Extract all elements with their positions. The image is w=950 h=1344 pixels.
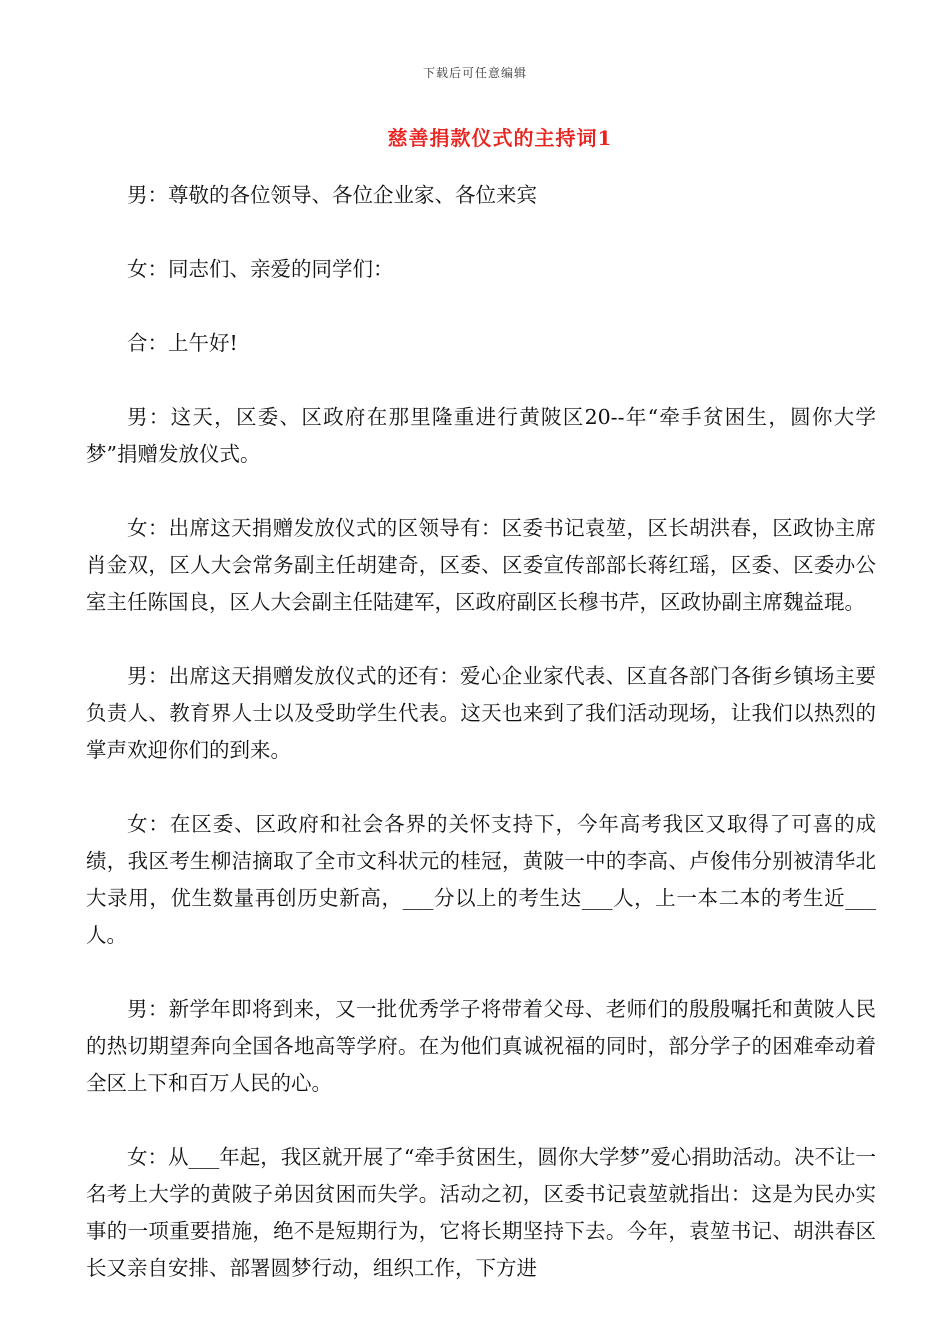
document-body [86,177,876,1324]
paragraph: 女：出席这天捐赠发放仪式的区领导有：区委书记袁堃，区长胡洪春，区政协主席肖金双，区人大会常务副主任胡建奇，区委、区委宣传部部长蒋红瑶，区委、区委办公室主任陈国良，区人大会副主任陆建军，区政府副区长穆书芹，区政协副主席魏益琨。 [86,516,876,614]
paragraph: 男：新学年即将到来，又一批优秀学子将带着父母、老师们的殷殷嘱托和黄陂人民的热切期望奔向全国各地高等学府。在为他们真诚祝福的同时，部分学子的困难牵动着全区上下和百万人民的心。 [86,997,876,1095]
paragraph: 男：出席这天捐赠发放仪式的还有：爱心企业家代表、区直各部门各街乡镇场主要负责人、教育界人士以及受助学生代表。这天也来到了我们活动现场，让我们以热烈的掌声欢迎你们的到来。 [86,664,876,762]
document-title: 慈善捐款仪式的主持词1 [387,126,613,150]
page-header-note: 下载后可任意编辑 [422,66,527,80]
paragraph: 合：上午好! [127,331,238,355]
paragraph: 女：同志们、亲爱的同学们： [127,257,394,281]
paragraph: 女：从___年起，我区就开展了“牵手贫困生，圆你大学梦”爱心捐助活动。决不让一名考上大学的黄陂子弟因贫困而失学。活动之初，区委书记袁堃就指出：这是为民办实事的一项重要措施，绝不是短期行为，它将长期坚持下去。今年，袁堃书记、胡洪春区长又亲自安排、部署圆梦行动，组织工作，下方进 [86,1145,876,1280]
paragraph: 男：尊敬的各位领导、各位企业家、各位来宾 [127,183,537,207]
paragraph: 男：这天，区委、区政府在那里隆重进行黄陂区20--年“牵手贫困生，圆你大学梦”捐赠发放仪式。 [86,405,876,466]
paragraph: 女：在区委、区政府和社会各界的关怀支持下，今年高考我区又取得了可喜的成绩，我区考生柳洁摘取了全市文科状元的桂冠，黄陂一中的李高、卢俊伟分别被清华北大录用，优生数量再创历史新高，___分以上的考生达___人，上一本二本的考生近___人。 [86,812,876,947]
